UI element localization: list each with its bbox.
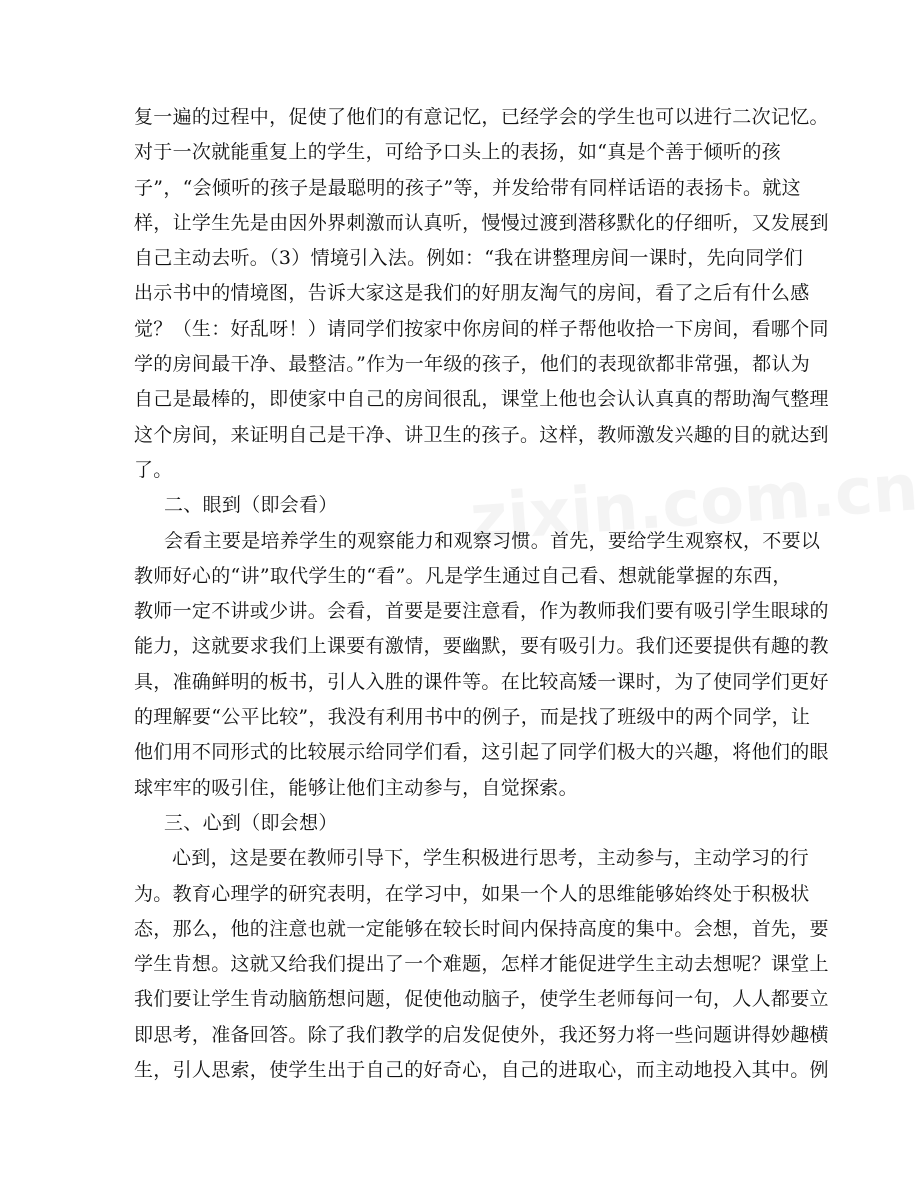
paragraph-line: 他们用不同形式的比较展示给同学们看，这引起了同学们极大的兴趣，将他们的眼 (134, 741, 829, 764)
section-heading-mind: 三、心到（即会想） (164, 811, 338, 834)
paragraph-line: 了。 (134, 458, 173, 481)
paragraph-line: 生，引人思索，使学生出于自己的好奇心，自己的进取心，而主动地投入其中。例 (134, 1059, 829, 1082)
paragraph-line: 球牢牢的吸引住，能够让他们主动参与，自觉探索。 (134, 776, 578, 799)
paragraph-line: 自己主动去听。（3）情境引入法。例如：“我在讲整理房间一课时，先向同学们 (134, 247, 804, 270)
paragraph-line: 样，让学生先是由因外界刺激而认真听，慢慢过渡到潜移默化的仔细听，又发展到 (134, 211, 829, 234)
paragraph-line: 对于一次就能重复上的学生，可给予口头上的表扬，如“真是个善于倾听的孩 (134, 141, 781, 164)
paragraph-line: 教师一定不讲或少讲。会看，首要是要注意看，作为教师我们要有吸引学生眼球的 (134, 600, 829, 623)
paragraph-line: 能力，这就要求我们上课要有激情，要幽默，要有吸引力。我们还要提供有趣的教 (134, 635, 829, 658)
body-text (134, 100, 829, 1088)
paragraph-line: 这个房间，来证明自己是干净、讲卫生的孩子。这样，教师激发兴趣的目的就达到 (134, 423, 829, 446)
paragraph-line: 教师好心的“讲”取代学生的“看”。凡是学生通过自己看、想就能掌握的东西， (134, 564, 792, 587)
paragraph-line: 复一遍的过程中，促使了他们的有意记忆，已经学会的学生也可以进行二次记忆。 (134, 106, 829, 128)
paragraph-line: 态，那么，他的注意也就一定能够在较长时间内保持高度的集中。会想，首先，要 (134, 917, 829, 940)
paragraph-line: 自己是最棒的，即使家中自己的房间很乱，课堂上他也会认认真真的帮助淘气整理 (134, 388, 829, 411)
paragraph-line: 我们要让学生肯动脑筋想问题，促使他动脑子，使学生老师每问一句，人人都要立 (134, 988, 829, 1011)
paragraph-line: 心到，这是要在教师引导下，学生积极进行思考，主动参与，主动学习的行 (172, 847, 809, 870)
paragraph-line: 学生肯想。这就又给我们提出了一个难题，怎样才能促进学生主动去想呢？课堂上 (134, 953, 829, 976)
paragraph-line: 的理解要“公平比较”，我没有利用书中的例子，而是找了班级中的两个同学，让 (134, 706, 811, 729)
paragraph-line: 子”，“会倾听的孩子是最聪明的孩子”等，并发给带有同样话语的表扬卡。就这 (134, 176, 801, 199)
paragraph-line: 即思考，准备回答。除了我们教学的启发促使外，我还努力将一些问题讲得妙趣横 (134, 1023, 829, 1046)
section-heading-eyes: 二、眼到（即会看） (164, 494, 338, 517)
paragraph-line: 觉？（生：好乱呀！）请同学们按家中你房间的样子帮他收拾一下房间，看哪个同 (134, 317, 829, 340)
paragraph-line: 学的房间最干净、最整洁。”作为一年级的孩子，他们的表现欲都非常强，都认为 (134, 353, 811, 376)
paragraph-line: 会看主要是培养学生的观察能力和观察习惯。首先，要给学生观察权，不要以 (164, 529, 821, 552)
paragraph-line: 为。教育心理学的研究表明，在学习中，如果一个人的思维能够始终处于积极状 (134, 882, 810, 905)
paragraph-line: 具，准确鲜明的板书，引人入胜的课件等。在比较高矮一课时，为了使同学们更好 (134, 670, 829, 693)
paragraph-line: 出示书中的情境图，告诉大家这是我们的好朋友淘气的房间，看了之后有什么感 (134, 282, 810, 305)
